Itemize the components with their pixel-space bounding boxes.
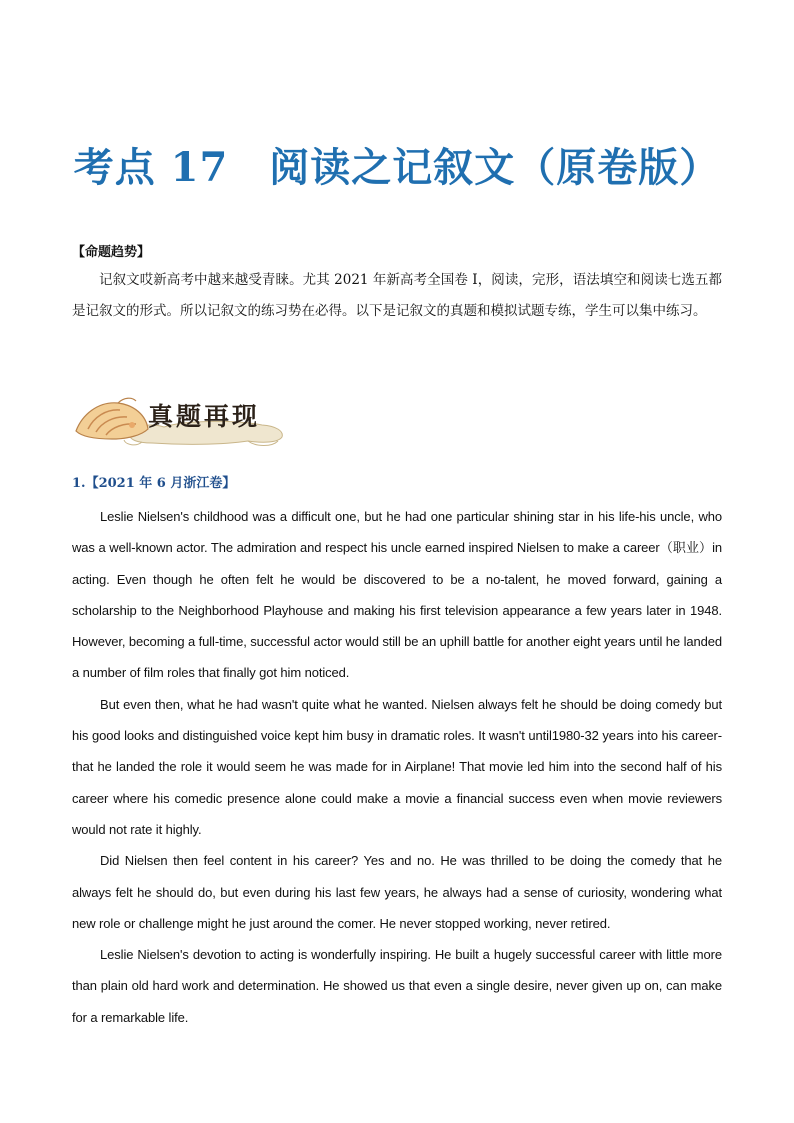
conch-shell-icon <box>76 398 148 439</box>
passage-paragraph: Leslie Nielsen's childhood was a difficult one, but he had one particular shining star in his life-his uncle, who was a well-known actor. The admiration and respect his uncle earned inspired Nielsen to make a career（职业）in acting. Even though he often felt he would be discovered to be a no-talent, he moved forward, gaining a scholarship to the Neighborhood Playhouse and making his first television appearance a few years later in 1948. However, becoming a full-time, successful actor would still be an uphill battle for another eight years until he landed a number of film roles that finally got him noticed. <box>72 509 723 681</box>
trend-section-body: 记叙文哎新高考中越来越受青睐。尤其 2021 年新高考全国卷 I，阅读，完形，语法填空和阅读七选五都是记叙文的形式。所以记叙文的练习势在必得。以下是记叙文的真题和模拟试题专练，学生可以集中练习。 <box>72 272 722 319</box>
section-banner <box>72 385 292 451</box>
passage-paragraph: Leslie Nielsen's devotion to acting is wonderfully inspiring. He built a hugely successful career with little more than plain old hard work and determination. He showed us that even a single desire, never given up on, can make for a remarkable life. <box>72 947 722 1025</box>
passage-paragraph: But even then, what he had wasn't quite what he wanted. Nielsen always felt he should be doing comedy but his good looks and distinguished voice kept him busy in dramatic roles. It wasn't until1980-32 years into his career-that he landed the role it would seem he was made for in Airplane! That movie led him into the second half of his career where his comedic presence alone could make a movie a financial success even when movie reviewers would not rate it highly. <box>72 696 722 837</box>
reading-passage <box>72 501 722 1033</box>
passage-paragraph: Did Nielsen then feel content in his career? Yes and no. He was thrilled to be doing the comedy that he always felt he should do, but even during his last few years, he always had a sense of curiosity, wondering what new role or challenge might he just around the comer. He never stopped working, never retired. <box>72 853 722 931</box>
page-title: 考点 17 阅读之记叙文（原卷版） <box>73 144 721 191</box>
question-source: 1.【2021 年 6 月浙江卷】 <box>72 476 236 491</box>
banner-title: 真题再现 <box>148 402 261 431</box>
trend-section-label: 【命题趋势】 <box>72 245 151 260</box>
